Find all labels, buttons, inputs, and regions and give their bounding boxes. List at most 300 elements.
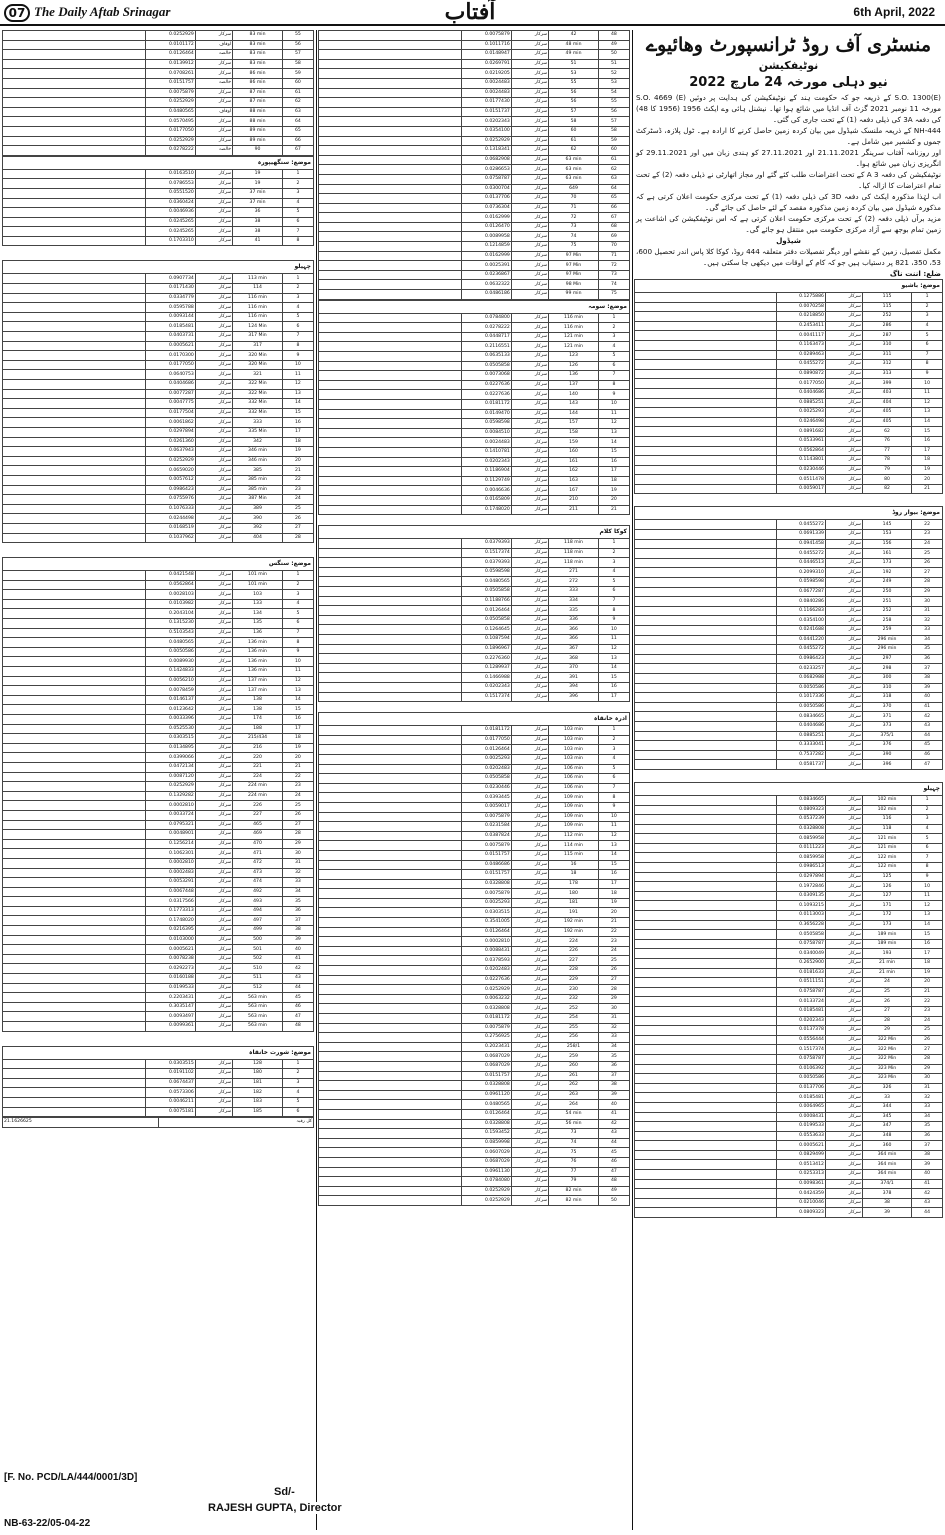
owner-name-cell: [319, 438, 462, 448]
area-cell: 0.1972846: [776, 882, 825, 892]
category-cell: سرکار: [195, 1022, 232, 1032]
owner-name-cell: [319, 975, 462, 985]
khasra-number-cell: 128: [233, 1059, 283, 1069]
area-cell: 0.0075181: [146, 1107, 196, 1117]
category-cell: سرکار: [511, 956, 548, 966]
category-cell: سرکار: [195, 868, 232, 878]
area-cell: 0.1214859: [462, 242, 512, 252]
notice-paragraph: مزید برآں ذیلی دفعہ (2) کے تحت مرکزی حکومت اعلان کرتی ہے کہ اس نوٹیفکیشن کی اشاعت پر زمین تمام بوجھ سے آزاد مرکزی حکومت میں منتقل ہو جائے گی۔: [636, 214, 941, 234]
owner-name-cell: [319, 879, 462, 889]
serial-number-cell: 21: [598, 918, 629, 928]
serial-number-cell: 41: [912, 1179, 943, 1189]
category-cell: سرکار: [195, 504, 232, 514]
category-cell: سرکار: [825, 750, 862, 760]
area-cell: 0.0162999: [462, 213, 512, 223]
khasra-number-cell: 287: [862, 331, 911, 341]
table-row: [635, 693, 943, 703]
serial-number-cell: 47: [598, 1167, 629, 1177]
serial-number-cell: 4: [598, 567, 629, 577]
table-row: [3, 1059, 314, 1069]
notice-paragraph: S.O. 1300(E) کے ذریعہ جو کہ حکومت ہند کے نوٹیفکیشن کی ہدایت پر دوئیں S.O. 4669 (E) مورخہ 11 نومبر 2021 گزٹ آف انڈیا میں شائع ہوا تھا۔ نیشنل ہائی وے ایکٹ 1956 (1956 کا 48) کی دفعہ 3A کی ذیلی دفعہ (1) کے تحت جاری کی گئی۔: [636, 93, 941, 124]
area-cell: 0.0245265: [146, 227, 196, 237]
serial-number-cell: 65: [598, 194, 629, 204]
serial-number-cell: 75: [598, 290, 629, 300]
category-cell: سرکار: [825, 539, 862, 549]
khasra-number-cell: 38: [862, 1198, 911, 1208]
area-cell: 0.0252929: [462, 1186, 512, 1196]
owner-name-cell: [635, 702, 777, 712]
table-row: [3, 514, 314, 524]
khasra-number-cell: 563 min: [233, 1012, 283, 1022]
serial-number-cell: 13: [912, 408, 943, 418]
table-row: [3, 1088, 314, 1098]
area-cell: 0.0008431: [776, 1112, 825, 1122]
serial-number-cell: 47: [282, 1012, 313, 1022]
table-row: [319, 476, 630, 486]
khasra-number-cell: 510: [233, 964, 283, 974]
serial-number-cell: 18: [598, 476, 629, 486]
table-row: [635, 1189, 943, 1199]
owner-name-cell: [319, 242, 462, 252]
owner-name-cell: [3, 380, 146, 390]
category-cell: سرکار: [825, 530, 862, 540]
serial-number-cell: 60: [598, 146, 629, 156]
serial-number-cell: 6: [282, 1107, 313, 1117]
category-cell: سرکار: [511, 1061, 548, 1071]
owner-name-cell: [635, 369, 777, 379]
serial-number-cell: 43: [598, 1129, 629, 1139]
table-row: [319, 313, 630, 323]
table-row: [635, 475, 943, 485]
serial-number-cell: 33: [912, 1102, 943, 1112]
khasra-number-cell: 76: [549, 1157, 599, 1167]
table-row: [3, 599, 314, 609]
area-cell: 0.0486186: [462, 290, 512, 300]
area-cell: 0.0059017: [462, 802, 512, 812]
owner-name-cell: [3, 1059, 146, 1069]
category-cell: سرکار: [195, 523, 232, 533]
owner-name-cell: [319, 1119, 462, 1129]
serial-number-cell: 12: [598, 419, 629, 429]
khasra-number-cell: 262: [549, 1081, 599, 1091]
table-row: [3, 609, 314, 619]
category-cell: سرکار: [825, 578, 862, 588]
khasra-number-cell: 347: [862, 1122, 911, 1132]
serial-number-cell: 16: [912, 939, 943, 949]
khasra-number-cell: 122 min: [862, 863, 911, 873]
table-row: [319, 495, 630, 505]
owner-name-cell: [319, 222, 462, 232]
serial-number-cell: 25: [598, 956, 629, 966]
area-cell: 0.0163510: [146, 169, 196, 179]
khasra-number-cell: 378: [862, 1189, 911, 1199]
owner-name-cell: [319, 313, 462, 323]
serial-number-cell: 5: [598, 764, 629, 774]
khasra-number-cell: 71: [549, 203, 599, 213]
category-cell: سرکار: [195, 791, 232, 801]
serial-number-cell: 63: [598, 174, 629, 184]
category-cell: سرکار: [511, 735, 548, 745]
khasra-number-cell: 162: [549, 467, 599, 477]
serial-number-cell: 18: [912, 959, 943, 969]
owner-name-cell: [3, 1069, 146, 1079]
area-cell: 0.0075879: [462, 31, 512, 41]
owner-name-cell: [635, 626, 777, 636]
area-cell: 0.1166283: [776, 606, 825, 616]
table-row: [3, 801, 314, 811]
serial-number-cell: 26: [912, 1035, 943, 1045]
owner-name-cell: [635, 1208, 777, 1218]
notice-paragraph: NH-444 کے ذریعہ ملنسک شیڈول میں بیان کردہ زمین حاصل کرنے کا ارادہ ہے۔ ٹول پلازہ، ڈسٹرکٹ جموں و کشمیر میں شامل ہے۔: [636, 126, 941, 146]
category-cell: سرکار: [511, 117, 548, 127]
owner-name-cell: [3, 504, 146, 514]
area-cell: 0.0834665: [776, 712, 825, 722]
ad-reference: NB-63-22/05-04-22: [4, 1518, 91, 1529]
khasra-number-cell: 173: [862, 920, 911, 930]
khasra-number-cell: 145: [862, 520, 911, 530]
owner-name-cell: [635, 911, 777, 921]
owner-name-cell: [319, 323, 462, 333]
owner-name-cell: [319, 937, 462, 947]
serial-number-cell: 27: [912, 568, 943, 578]
owner-name-cell: [319, 1196, 462, 1206]
table-row: [319, 1119, 630, 1129]
serial-number-cell: 19: [282, 743, 313, 753]
category-cell: سرکار: [195, 1097, 232, 1107]
category-cell: خالصہ: [195, 50, 232, 60]
area-cell: 0.1087594: [462, 635, 512, 645]
category-cell: سرکار: [511, 683, 548, 693]
khasra-number-cell: 133: [233, 599, 283, 609]
table-row: [319, 567, 630, 577]
category-cell: سرکار: [511, 927, 548, 937]
area-cell: 0.0067448: [146, 887, 196, 897]
serial-number-cell: 1: [282, 169, 313, 179]
table-row: [319, 850, 630, 860]
category-cell: سرکار: [511, 1109, 548, 1119]
owner-name-cell: [319, 587, 462, 597]
category-cell: سرکار: [511, 184, 548, 194]
table-row: [635, 539, 943, 549]
khasra-number-cell: 258: [862, 616, 911, 626]
khasra-number-cell: 103: [233, 590, 283, 600]
serial-number-cell: 35: [912, 1122, 943, 1132]
serial-number-cell: 5: [598, 577, 629, 587]
category-cell: سرکار: [511, 1119, 548, 1129]
category-cell: سرکار: [195, 839, 232, 849]
table-row: [3, 485, 314, 495]
category-cell: سرکار: [511, 587, 548, 597]
table-row: [3, 782, 314, 792]
category-cell: سرکار: [825, 1189, 862, 1199]
table-row: [3, 945, 314, 955]
khasra-number-cell: 28: [862, 1016, 911, 1026]
khasra-number-cell: 157: [549, 419, 599, 429]
owner-name-cell: [3, 50, 146, 60]
table-row: [635, 978, 943, 988]
category-cell: سرکار: [825, 408, 862, 418]
owner-name-cell: [635, 834, 777, 844]
area-cell: 0.0505858: [462, 774, 512, 784]
owner-name-cell: [3, 485, 146, 495]
owner-name-cell: [635, 578, 777, 588]
category-cell: سرکار: [511, 1004, 548, 1014]
owner-name-cell: [635, 997, 777, 1007]
serial-number-cell: 24: [598, 946, 629, 956]
table-row: [319, 927, 630, 937]
khasra-number-cell: 224 min: [233, 782, 283, 792]
khasra-number-cell: 344: [862, 1102, 911, 1112]
khasra-number-cell: 56: [549, 98, 599, 108]
area-cell: 0.0598598: [462, 419, 512, 429]
area-cell: 0.0537239: [776, 815, 825, 825]
khasra-number-cell: 326: [862, 1083, 911, 1093]
serial-number-cell: 70: [598, 242, 629, 252]
serial-number-cell: 3: [282, 188, 313, 198]
khasra-number-cell: 318: [862, 693, 911, 703]
table-row: [319, 946, 630, 956]
serial-number-cell: 67: [598, 213, 629, 223]
serial-number-cell: 2: [282, 580, 313, 590]
owner-name-cell: [3, 293, 146, 303]
serial-number-cell: 28: [912, 1054, 943, 1064]
khasra-number-cell: 254: [549, 1014, 599, 1024]
khasra-number-cell: 74: [549, 1138, 599, 1148]
category-cell: سرکار: [511, 673, 548, 683]
notification-label: نوٹیفکیشن: [758, 59, 819, 72]
table-row: [3, 169, 314, 179]
serial-number-cell: 24: [282, 495, 313, 505]
table-row: [635, 360, 943, 370]
table-row: [319, 879, 630, 889]
category-cell: سرکار: [825, 350, 862, 360]
owner-name-cell: [3, 1088, 146, 1098]
serial-number-cell: 2: [282, 1069, 313, 1079]
table-row: [319, 146, 630, 156]
owner-name-cell: [635, 901, 777, 911]
khasra-number-cell: 502: [233, 954, 283, 964]
owner-name-cell: [319, 745, 462, 755]
owner-name-cell: [319, 683, 462, 693]
owner-name-cell: [635, 446, 777, 456]
table-row: [3, 322, 314, 332]
table-row: [635, 1112, 943, 1122]
serial-number-cell: 4: [598, 754, 629, 764]
category-cell: سرکار: [195, 136, 232, 146]
table-row: [3, 40, 314, 50]
category-cell: سرکار: [195, 762, 232, 772]
khasra-number-cell: 390: [862, 750, 911, 760]
owner-name-cell: [319, 146, 462, 156]
serial-number-cell: 11: [598, 822, 629, 832]
serial-number-cell: 4: [282, 1088, 313, 1098]
category-cell: سرکار: [511, 644, 548, 654]
serial-number-cell: 7: [598, 371, 629, 381]
khasra-number-cell: 255: [549, 1023, 599, 1033]
issue-date: 6th April, 2022: [853, 5, 935, 19]
table-row: [635, 1198, 943, 1208]
area-cell: 0.0682988: [776, 673, 825, 683]
khasra-number-cell: 215/434: [233, 734, 283, 744]
category-cell: سرکار: [511, 495, 548, 505]
khasra-number-cell: 60: [549, 126, 599, 136]
area-cell: 0.0379393: [462, 558, 512, 568]
khasra-number-cell: 336: [549, 615, 599, 625]
owner-name-cell: [319, 812, 462, 822]
khasra-number-cell: 249: [862, 578, 911, 588]
area-cell: 0.0300704: [462, 184, 512, 194]
serial-number-cell: 8: [912, 863, 943, 873]
category-cell: سرکار: [511, 1177, 548, 1187]
serial-number-cell: 7: [912, 350, 943, 360]
serial-number-cell: 41: [282, 954, 313, 964]
khasra-number-cell: 143: [549, 399, 599, 409]
khasra-number-cell: 98 Min: [549, 280, 599, 290]
serial-number-cell: 57: [598, 117, 629, 127]
section-heading: چہیلو: [634, 782, 943, 795]
table-row: [3, 293, 314, 303]
area-cell: 0.0404686: [146, 380, 196, 390]
table-row: [635, 388, 943, 398]
table-row: [3, 724, 314, 734]
owner-name-cell: [319, 1081, 462, 1091]
owner-name-cell: [635, 360, 777, 370]
category-cell: سرکار: [511, 98, 548, 108]
category-cell: سرکار: [825, 388, 862, 398]
area-cell: 0.1256214: [146, 839, 196, 849]
category-cell: سرکار: [511, 1033, 548, 1043]
table-row: [635, 882, 943, 892]
owner-name-cell: [3, 88, 146, 98]
owner-name-cell: [319, 850, 462, 860]
serial-number-cell: 1: [282, 1059, 313, 1069]
category-cell: سرکار: [195, 599, 232, 609]
khasra-number-cell: 364 min: [862, 1170, 911, 1180]
owner-name-cell: [635, 520, 777, 530]
table-row: [319, 774, 630, 784]
land-table: [318, 313, 630, 515]
owner-name-cell: [319, 860, 462, 870]
area-cell: 0.5103543: [146, 628, 196, 638]
area-cell: 0.0379393: [462, 539, 512, 549]
category-cell: سرکار: [511, 399, 548, 409]
category-cell: سرکار: [195, 1069, 232, 1079]
table-row: [319, 812, 630, 822]
area-cell: 0.0691339: [776, 530, 825, 540]
table-row: [319, 457, 630, 467]
category-cell: سرکار: [825, 436, 862, 446]
category-cell: سرکار: [511, 505, 548, 515]
area-cell: 0.0758787: [776, 1054, 825, 1064]
owner-name-cell: [319, 1090, 462, 1100]
serial-number-cell: 35: [598, 1052, 629, 1062]
category-cell: سرکار: [511, 946, 548, 956]
category-cell: سرکار: [195, 88, 232, 98]
khasra-number-cell: 127: [862, 891, 911, 901]
table-row: [635, 750, 943, 760]
category-cell: سرکار: [825, 882, 862, 892]
category-cell: سرکار: [511, 966, 548, 976]
table-row: [3, 136, 314, 146]
area-cell: 0.0137378: [776, 1026, 825, 1036]
owner-name-cell: [635, 863, 777, 873]
owner-name-cell: [635, 606, 777, 616]
owner-name-cell: [635, 1112, 777, 1122]
table-row: [635, 1064, 943, 1074]
area-cell: 0.0635133: [462, 352, 512, 362]
serial-number-cell: 32: [282, 868, 313, 878]
table-row: [319, 165, 630, 175]
serial-number-cell: 32: [912, 1093, 943, 1103]
category-cell: سرکار: [825, 1093, 862, 1103]
owner-name-cell: [3, 839, 146, 849]
area-cell: 0.0177050: [462, 735, 512, 745]
khasra-number-cell: 171: [862, 901, 911, 911]
area-cell: 0.0261360: [146, 437, 196, 447]
area-cell: 0.0598598: [462, 567, 512, 577]
khasra-number-cell: 256: [549, 1033, 599, 1043]
serial-number-cell: 44: [912, 731, 943, 741]
owner-name-cell: [635, 654, 777, 664]
area-cell: 0.1129749: [462, 476, 512, 486]
category-cell: سرکار: [825, 968, 862, 978]
category-cell: سرکار: [825, 484, 862, 494]
category-cell: سرکار: [195, 571, 232, 581]
table-row: [319, 1157, 630, 1167]
khasra-number-cell: 163: [549, 476, 599, 486]
serial-number-cell: 3: [598, 558, 629, 568]
area-cell: 0.0059017: [776, 484, 825, 494]
table-row: [635, 702, 943, 712]
category-cell: سرکار: [511, 822, 548, 832]
category-cell: سرکار: [511, 625, 548, 635]
area-cell: 0.0784800: [462, 313, 512, 323]
area-cell: 0.1062301: [146, 849, 196, 859]
khasra-number-cell: 211: [549, 505, 599, 515]
table-row: [319, 1129, 630, 1139]
owner-name-cell: [3, 878, 146, 888]
area-cell: 0.0441220: [776, 635, 825, 645]
khasra-number-cell: 124 Min: [233, 322, 283, 332]
table-row: [3, 868, 314, 878]
category-cell: سرکار: [195, 715, 232, 725]
category-cell: سرکار: [825, 949, 862, 959]
khasra-number-cell: 97 Min: [549, 261, 599, 271]
area-cell: 0.2043104: [146, 609, 196, 619]
serial-number-cell: 58: [282, 59, 313, 69]
area-cell: 0.0151737: [462, 107, 512, 117]
category-cell: سرکار: [195, 926, 232, 936]
category-cell: سرکار: [511, 486, 548, 496]
table-row: [635, 1170, 943, 1180]
khasra-number-cell: 370: [549, 663, 599, 673]
serial-number-cell: 4: [282, 599, 313, 609]
category-cell: سرکار: [511, 232, 548, 242]
serial-number-cell: 14: [598, 663, 629, 673]
category-cell: سرکار: [511, 870, 548, 880]
category-cell: سرکار: [825, 635, 862, 645]
area-cell: 0.0687029: [462, 1061, 512, 1071]
category-cell: سرکار: [825, 805, 862, 815]
area-cell: 0.0236867: [462, 270, 512, 280]
table-row: [635, 456, 943, 466]
khasra-number-cell: 493: [233, 897, 283, 907]
area-cell: 0.0133724: [776, 997, 825, 1007]
category-cell: سرکار: [195, 495, 232, 505]
khasra-number-cell: 24: [862, 978, 911, 988]
khasra-number-cell: 136 min: [233, 647, 283, 657]
land-table: [2, 273, 314, 543]
